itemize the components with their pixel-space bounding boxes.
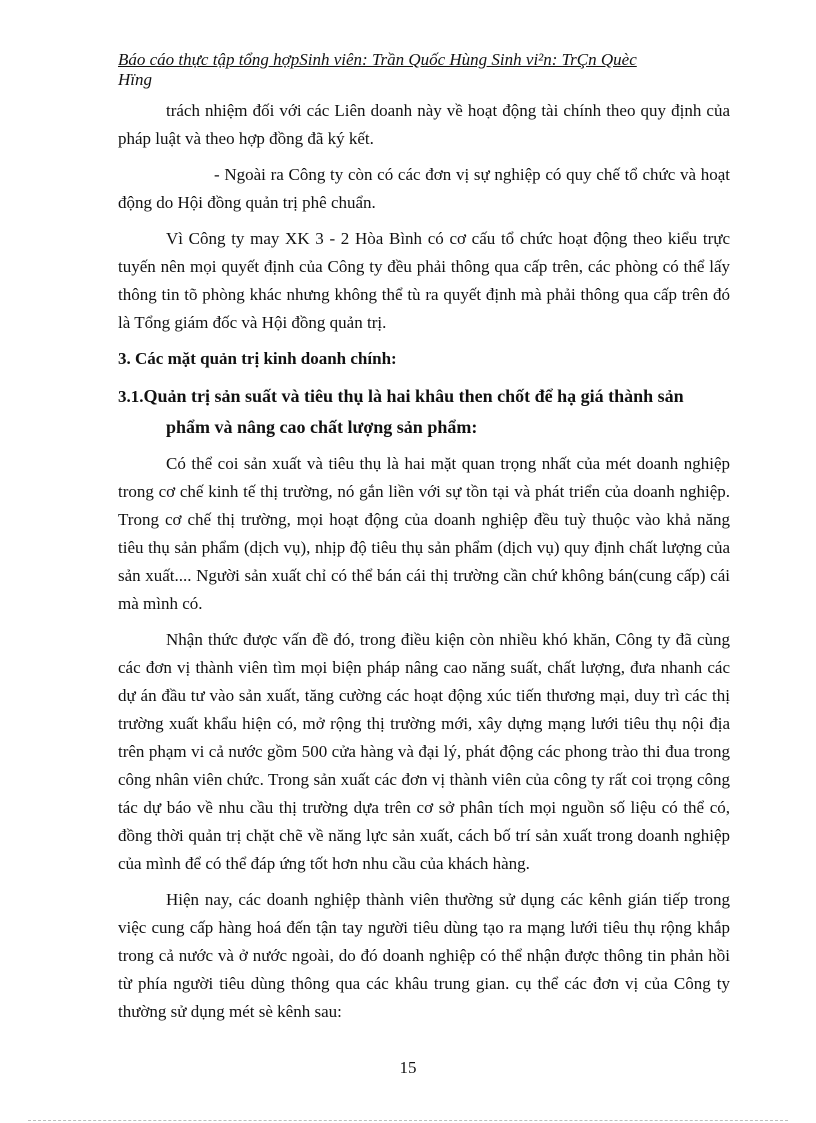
heading-3-1-number: 3.1. (118, 387, 144, 406)
paragraph-1: trách nhiệm đối với các Liên doanh này về hoạt động tài chính theo quy định của pháp luật và theo hợp đồng đã ký kết. (118, 101, 730, 148)
section-heading-3: 3. Các mặt quản trị kinh doanh chính: (118, 349, 397, 368)
page-bottom-rule (28, 1120, 788, 1121)
header-line-2: Hïng (118, 70, 152, 89)
section-heading-3-1 (118, 381, 730, 442)
paragraph-2: - Ngoài ra Công ty còn có các đơn vị sự nghiệp có quy chế tổ chức và hoạt động do Hội đồng quản trị phê chuẩn. (118, 165, 730, 212)
running-header (118, 50, 738, 90)
page-number: 15 (399, 1058, 417, 1077)
paragraph-6: Hiện nay, các doanh nghiệp thành viên thường sử dụng các kênh gián tiếp trong việc cung cấp hàng hoá đến tận tay người tiêu dùng tạo ra mạng lưới tiêu thụ rộng khắp trong cả nước và ở nước ngoài, do đó doanh nghiệp có thể nhận được thông tin phản hồi từ phía người tiêu dùng thông qua các khâu trung gian. cụ thể các đơn vị của Công ty thường sử dụng mét sè kênh sau: (118, 890, 730, 1021)
heading-3-1-text: Quản trị sản suất và tiêu thụ là hai khâu then chốt để hạ giá thành sản phẩm và nâng cao chất lượng sản phẩm: (143, 386, 684, 437)
header-line-1: Báo cáo thực tập tổng hợpSinh viên: Trần Quốc Hùng Sinh vi²n: TrÇn Quèc (118, 50, 637, 69)
document-body (118, 97, 730, 1034)
paragraph-5: Nhận thức được vấn đề đó, trong điều kiện còn nhiều khó khăn, Công ty đã cùng các đơn vị thành viên tìm mọi biện pháp nâng cao năng suất, chất lượng, đưa nhanh các dự án đầu tư vào sản xuất, tăng cường các hoạt động xúc tiến thương mại, duy trì các thị trường xuất khẩu hiện có, mở rộng thị trường mới, xây dựng mạng lưới tiêu thụ nội địa trên phạm vi cả nước gồm 500 cửa hàng và đại lý, phát động các phong trào thi đua trong công nhân viên chức. Trong sản xuất các đơn vị thành viên của công ty rất coi trọng công tác dự báo về nhu cầu thị trường dựa trên cơ sở phân tích mọi nguồn số liệu có thể có, đồng thời quản trị chặt chẽ về năng lực sản xuất, cách bố trí sản xuất trong doanh nghiệp của mình để có thể đáp ứng tốt hơn nhu cầu của khách hàng. (118, 630, 730, 873)
paragraph-3: Vì Công ty may XK 3 - 2 Hòa Bình có cơ cấu tổ chức hoạt động theo kiểu trực tuyến nên mọi quyết định của Công ty đều phải thông qua cấp trên, các phòng có thể lấy thông tin tõ phòng khác nhưng không thể tù ra quyết định mà phải thông qua cấp trên đó là Tổng giám đốc và Hội đồng quản trị. (118, 229, 730, 332)
paragraph-4: Có thể coi sản xuất và tiêu thụ là hai mặt quan trọng nhất của mét doanh nghiệp trong cơ chế kinh tế thị trường, nó gắn liền với sự tồn tại và phát triển của doanh nghiệp. Trong cơ chế thị trường, mọi hoạt động của doanh nghiệp đều tuỳ thuộc vào khả năng tiêu thụ sản phẩm (dịch vụ), nhịp độ tiêu thụ sản phẩm (dịch vụ) quy định chất lượng của sản xuất.... Người sản xuất chỉ có thể bán cái thị trường cần chứ không bán(cung cấp) cái mà mình có. (118, 454, 730, 613)
